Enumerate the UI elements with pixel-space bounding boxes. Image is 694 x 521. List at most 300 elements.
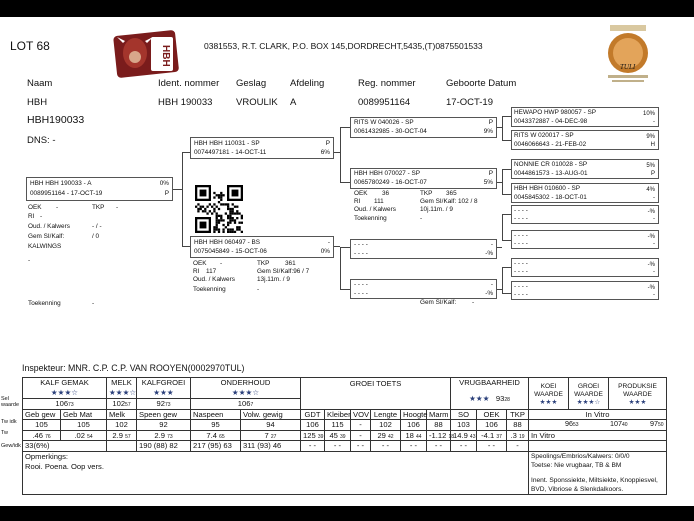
tw-idk-cell: 103 bbox=[451, 420, 477, 431]
dam-oud-value: 13j.11m. / 9 bbox=[257, 276, 290, 283]
dam-ri-label: RI bbox=[193, 268, 200, 275]
subject-tkp-label: TKP bbox=[92, 204, 105, 211]
dam-box bbox=[190, 236, 334, 258]
tuli-logo-text: TULI bbox=[620, 63, 636, 71]
tw-idk-cell: 102 bbox=[107, 420, 137, 431]
tw-cell bbox=[137, 430, 191, 441]
dam-oek-value: - bbox=[220, 260, 223, 267]
hbh-logo-text: HBH bbox=[160, 45, 171, 67]
tw-acc: 39 bbox=[317, 433, 324, 440]
col-geboorte: Geboorte Datum bbox=[446, 78, 517, 89]
connector bbox=[340, 182, 350, 183]
connector bbox=[182, 152, 190, 153]
toetse: Toetse: Nie vrugbaar, TB & BM bbox=[531, 461, 622, 469]
subject-oek-label: OEK bbox=[28, 204, 42, 211]
tw-cell bbox=[477, 430, 507, 441]
column-header: Geb gew bbox=[23, 409, 61, 420]
connector bbox=[502, 140, 511, 141]
melk-title: MELK bbox=[111, 378, 132, 387]
col-reg: Reg. nommer bbox=[358, 78, 416, 89]
gd1-ri-value: 111 bbox=[374, 198, 384, 205]
ggp-8-pct: -% bbox=[647, 285, 655, 291]
connector bbox=[334, 152, 340, 153]
ggp-2-letter: H bbox=[650, 142, 655, 148]
onderhoud-stars: ★★★☆ bbox=[231, 388, 260, 397]
connector bbox=[502, 116, 511, 117]
subject-tkp-value: - bbox=[116, 204, 119, 211]
tw-value: - bbox=[359, 430, 362, 440]
subject-gem-label: Gem SI/Kalf: bbox=[28, 233, 65, 240]
groei-title-1: GROEI bbox=[577, 383, 600, 390]
tw-acc: 65 bbox=[219, 433, 225, 440]
gew-cell: - - bbox=[401, 441, 427, 452]
ggp-4-pct: 4% bbox=[646, 187, 655, 193]
dam-line1: HBH HBH 060497 - BS bbox=[194, 239, 261, 246]
ggp-2-pct: 9% bbox=[646, 134, 655, 140]
connector bbox=[502, 116, 503, 140]
column-header: In Vitro bbox=[529, 409, 667, 420]
connector bbox=[497, 247, 502, 248]
animal-dept: A bbox=[290, 97, 297, 108]
tw-acc: 57 bbox=[125, 433, 131, 440]
tw-idk-cell: 88 bbox=[507, 420, 529, 431]
gd2-letter: - bbox=[490, 281, 493, 288]
ggp-3-letter: P bbox=[650, 171, 655, 177]
ggp-2-line1: RITS W 020017 - SP bbox=[514, 132, 574, 139]
gd1-oud-label: Oud. / Kalwers bbox=[354, 206, 396, 213]
inent-cell bbox=[529, 476, 667, 495]
tw-cell bbox=[23, 430, 61, 441]
tw-value: -4.1 bbox=[481, 430, 495, 440]
column-header: TKP bbox=[507, 409, 529, 420]
ggp-4-letter: - bbox=[653, 195, 655, 201]
column-header: Speen gew bbox=[137, 409, 191, 420]
column-header: Lengte bbox=[371, 409, 401, 420]
ggp-3-line1: NONNIE CR 010028 - SP bbox=[514, 161, 588, 168]
connector bbox=[340, 247, 350, 248]
produksie-title-2: WAARDE bbox=[623, 391, 652, 398]
column-header: OEK bbox=[477, 409, 507, 420]
subject-ri-value: - bbox=[40, 213, 43, 220]
subject-line2: 0089951164 - 17-OCT-19 bbox=[30, 190, 103, 197]
subject-toekenning: Toekenning bbox=[28, 300, 61, 307]
tw-value: 18 bbox=[405, 430, 414, 440]
gd1-oek-label: OEK bbox=[354, 190, 368, 197]
gd1-ri-label: RI bbox=[354, 198, 361, 205]
gew-cell: - - bbox=[325, 441, 351, 452]
performance-table bbox=[22, 377, 667, 495]
vrug-sel-sub: 28 bbox=[504, 397, 510, 403]
sire-letter: P bbox=[325, 140, 330, 147]
connector bbox=[340, 127, 350, 128]
lot-number: LOT 68 bbox=[10, 39, 50, 53]
tw-idk-cell: 106 bbox=[477, 420, 507, 431]
tw-cell bbox=[401, 430, 427, 441]
connector bbox=[182, 246, 190, 247]
qr-code-graphic bbox=[195, 185, 243, 233]
tuli-breed-logo bbox=[602, 23, 654, 85]
gew-cell: 217 (95) 63 bbox=[191, 441, 241, 452]
ggp-box-2 bbox=[511, 130, 659, 150]
gs2-box bbox=[350, 239, 497, 259]
kalfgroei-title: KALFGROEI bbox=[141, 378, 186, 387]
animal-name: HBH bbox=[27, 97, 48, 108]
kalf-gemak-title: KALF GEMAK bbox=[40, 378, 89, 387]
column-header: Hoogte bbox=[401, 409, 427, 420]
column-header: Marm bbox=[427, 409, 451, 420]
subject-oud-label: Oud. / Kalwers bbox=[28, 223, 70, 230]
tw-acc: 37 bbox=[496, 433, 502, 440]
connector bbox=[497, 182, 502, 183]
dam-letter: - bbox=[327, 239, 330, 246]
subject-gem-value: / 0 bbox=[92, 233, 100, 240]
sel-onderhoud bbox=[191, 399, 301, 410]
subject-box bbox=[26, 177, 173, 201]
koei-stars: ★★★ bbox=[539, 399, 558, 406]
subject-oud-value: - / - bbox=[92, 223, 102, 230]
onderhoud-title: ONDERHOUD bbox=[220, 378, 271, 387]
ggp-7-pct: -% bbox=[647, 262, 655, 268]
opmerkings-label: Opmerkings: bbox=[25, 451, 69, 461]
gs1-line1: RITS W 040026 - SP bbox=[354, 119, 414, 126]
melk-stars: ★★★☆ bbox=[109, 388, 137, 397]
vrugbaarheid-header bbox=[451, 378, 529, 410]
gd1-letter: P bbox=[488, 170, 493, 177]
sire-line1: HBH HBH 110031 - SP bbox=[194, 140, 260, 147]
kalf-gemak-header bbox=[23, 378, 107, 399]
label-sel: Sel bbox=[1, 396, 9, 402]
gew-cell: 33(6%) bbox=[23, 441, 107, 452]
tw-acc: 43 bbox=[469, 433, 476, 440]
ggp-7-line2: - - - - bbox=[514, 268, 528, 275]
connector bbox=[340, 127, 341, 182]
gd2-box bbox=[350, 279, 497, 299]
ggp-7-letter: - bbox=[653, 269, 655, 275]
ggp-box-4 bbox=[511, 183, 659, 203]
subject-ri-label: RI bbox=[28, 213, 35, 220]
inspector: Inspekteur: MNR. C.P. C.P. VAN ROOYEN(0002970TUL) bbox=[22, 363, 245, 373]
sel-kalfgroei-sub: 73 bbox=[164, 402, 171, 409]
connector bbox=[502, 194, 511, 195]
gd2-line1: - - - - bbox=[354, 281, 368, 288]
in-vitro-cell: In Vitro bbox=[529, 430, 667, 441]
gs2-letter: - bbox=[490, 241, 493, 248]
koei-sel-sub: 53 bbox=[573, 422, 579, 428]
groei-stars: ★★★☆ bbox=[576, 399, 601, 406]
ggp-box-5 bbox=[511, 205, 659, 224]
gew-cell: - - bbox=[351, 441, 371, 452]
tw-row bbox=[23, 430, 667, 441]
ggp-5-letter: - bbox=[653, 216, 655, 222]
connector bbox=[502, 240, 511, 241]
tw-value: -1.12 bbox=[429, 430, 447, 440]
tw-acc: 42 bbox=[388, 433, 394, 440]
ggp-box-3 bbox=[511, 159, 659, 179]
tw-cell bbox=[107, 430, 137, 441]
ggp-1-pct: 10% bbox=[642, 111, 655, 117]
connector bbox=[182, 152, 183, 246]
tw-idk-cell: 105 bbox=[61, 420, 107, 431]
animal-ident: HBH 190033 bbox=[158, 97, 213, 108]
sel-melk-value: 102 bbox=[112, 399, 126, 409]
connector bbox=[502, 214, 503, 240]
dam-tkp-label: TKP bbox=[257, 260, 270, 267]
tw-idk-cell: 92 bbox=[137, 420, 191, 431]
tw-value: 45 bbox=[329, 430, 338, 440]
subject-letter: P bbox=[164, 190, 169, 197]
gew-idk-row bbox=[23, 441, 667, 452]
connector bbox=[502, 214, 511, 215]
dam-tkp-value: 361 bbox=[285, 260, 296, 267]
gs2-line2: - - - - bbox=[354, 250, 368, 257]
dam-toek-label: Toekenning bbox=[193, 286, 226, 293]
gs1-box bbox=[350, 117, 497, 138]
koei-sel bbox=[565, 419, 579, 428]
vrug-sel: 93 bbox=[495, 394, 505, 403]
produksie-stars: ★★★ bbox=[628, 399, 647, 406]
connector bbox=[502, 293, 511, 294]
animal-sex: VROULIK bbox=[236, 97, 278, 108]
sire-box bbox=[190, 137, 334, 159]
col-ident: Ident. nommer bbox=[158, 78, 220, 89]
ggp-5-pct: -% bbox=[647, 209, 655, 215]
tw-cell bbox=[61, 430, 107, 441]
sel-onderhoud-sub: 7 bbox=[250, 402, 254, 409]
ggp-box-8 bbox=[511, 281, 659, 300]
gd1-tkp-value: 365 bbox=[446, 190, 457, 197]
gd2-pct: -% bbox=[485, 290, 493, 297]
gs1-pct: 9% bbox=[483, 128, 493, 135]
sel-kalfgroei-value: 92 bbox=[156, 399, 165, 409]
remarks-right-cell bbox=[529, 451, 667, 470]
tw-value: 2.9 bbox=[154, 430, 165, 440]
subject-kalwings: KALWINGS bbox=[28, 243, 62, 250]
gs1-line2: 0061432985 - 30-OCT-04 bbox=[354, 128, 427, 135]
dam-pct: 0% bbox=[320, 248, 330, 255]
column-headers-row bbox=[23, 409, 667, 420]
vrugbaarheid-stars: ★★★ bbox=[469, 394, 490, 403]
opmerkings-text: Rooi. Poena. Oop vers. bbox=[25, 461, 104, 471]
column-header: SO bbox=[451, 409, 477, 420]
vrugbaarheid-value bbox=[453, 394, 526, 405]
kalfgroei-header bbox=[137, 378, 191, 399]
label-waarde: waarde bbox=[1, 402, 20, 408]
animal-ident-big: HBH190033 bbox=[27, 114, 85, 126]
sel-melk-sub: 57 bbox=[125, 402, 131, 409]
ggp-6-line2: - - - - bbox=[514, 240, 528, 247]
tw-cell bbox=[371, 430, 401, 441]
ggp-6-pct: -% bbox=[647, 234, 655, 240]
gew-cell: - - bbox=[427, 441, 451, 452]
connector bbox=[502, 169, 511, 170]
gew-cell: - - bbox=[301, 441, 325, 452]
dam-line2: 0075045849 - 15-OCT-06 bbox=[194, 248, 267, 255]
groei-title-2: WAARDE bbox=[574, 391, 603, 398]
col-geslag: Geslag bbox=[236, 78, 267, 89]
tw-cell bbox=[451, 430, 477, 441]
kalfgroei-stars: ★★★ bbox=[153, 388, 174, 397]
certificate-sheet bbox=[0, 17, 694, 506]
connector bbox=[502, 267, 503, 293]
sire-pct: 6% bbox=[320, 149, 330, 156]
gew-cell: - bbox=[507, 441, 529, 452]
gs1-letter: P bbox=[488, 119, 493, 126]
tw-value: 7.4 bbox=[206, 430, 217, 440]
ggp-8-letter: - bbox=[653, 292, 655, 298]
column-header: Naspeen bbox=[191, 409, 241, 420]
tw-value: .02 bbox=[74, 430, 85, 440]
produksie-title-1: PRODUKSIE bbox=[618, 383, 657, 390]
groei-sel-sub: 40 bbox=[622, 422, 628, 428]
sel-kalf-gemak-value: 106 bbox=[55, 399, 69, 409]
produksie-sel bbox=[650, 419, 664, 428]
hbh-logo bbox=[113, 29, 179, 77]
tw-value: 2.9 bbox=[112, 430, 123, 440]
tw-value: .46 bbox=[32, 430, 43, 440]
ggp-1-line2: 0043372887 - 04-DEC-98 bbox=[514, 118, 588, 125]
tw-cell bbox=[325, 430, 351, 441]
sel-kalf-gemak-sub: 73 bbox=[68, 402, 74, 409]
tw-idk-cell: 105 bbox=[23, 420, 61, 431]
column-header: Volw. gewig bbox=[241, 409, 301, 420]
ggp-3-pct: 5% bbox=[646, 163, 655, 169]
tw-acc: 44 bbox=[416, 433, 422, 440]
gd1-toek-value: - bbox=[420, 215, 423, 222]
groei-waarde-header bbox=[569, 378, 609, 410]
tw-idk-cell: 106 bbox=[401, 420, 427, 431]
dam-ri-value: 117 bbox=[206, 268, 217, 275]
connector bbox=[502, 169, 503, 194]
dns: DNS: - bbox=[27, 135, 56, 146]
onderhoud-header bbox=[191, 378, 301, 399]
gew-cell: 311 (93) 46 bbox=[241, 441, 301, 452]
gd2-gem-value: - bbox=[472, 299, 475, 306]
gew-cell: - - bbox=[477, 441, 507, 452]
sire-line2: 0074497181 - 14-OCT-11 bbox=[194, 149, 267, 156]
kalf-gemak-stars: ★★★☆ bbox=[50, 388, 79, 397]
tw-acc: 39 bbox=[340, 433, 346, 440]
gd2-gem-label: Gem SI/Kalf: bbox=[420, 299, 457, 306]
produksie-sel-sub: 50 bbox=[658, 422, 664, 428]
qr-code bbox=[195, 185, 243, 233]
tw-cell bbox=[427, 430, 455, 441]
subject-line1: HBH HBH 190033 - A bbox=[30, 180, 92, 187]
ggp-4-line1: HBH HBH 010600 - SP bbox=[514, 185, 581, 192]
connector bbox=[497, 289, 502, 290]
inent: Inent. Sponssiekte, Miltsiekte, Knoppiesvel, bbox=[531, 476, 658, 484]
subject-oek-value: - bbox=[56, 204, 59, 211]
connector bbox=[340, 289, 350, 290]
label-gew-idk: Gew/idk bbox=[1, 443, 21, 449]
connector bbox=[502, 267, 511, 268]
tw-value: .3 bbox=[510, 430, 517, 440]
sel-melk bbox=[107, 399, 137, 410]
ggp-box-7 bbox=[511, 258, 659, 277]
ggp-8-line1: - - - - bbox=[514, 283, 528, 290]
blank-cell bbox=[529, 441, 667, 452]
gew-cell: - - bbox=[451, 441, 477, 452]
sel-kalf-gemak bbox=[23, 399, 107, 410]
tw-acc: 73 bbox=[167, 433, 173, 440]
gd2-line2: - - - - bbox=[354, 290, 368, 297]
ggp-6-line1: - - - - bbox=[514, 232, 528, 239]
gew-cell bbox=[107, 441, 137, 452]
tw-idk-cell: 95 bbox=[191, 420, 241, 431]
gd1-line2: 0065780249 - 16-OCT-07 bbox=[354, 179, 427, 186]
tw-idk-cell: 94 bbox=[241, 420, 301, 431]
connector bbox=[340, 247, 341, 289]
produksie-sel-value: 97 bbox=[650, 419, 658, 428]
dam-oek-label: OEK bbox=[193, 260, 207, 267]
gd1-toek-label: Toekenning bbox=[354, 215, 387, 222]
gs2-pct: -% bbox=[485, 250, 493, 257]
opmerkings-cell bbox=[23, 451, 529, 494]
gd1-line1: HBH HBH 070027 - SP bbox=[354, 170, 421, 177]
tw-value: 14.9 bbox=[453, 430, 468, 440]
col-afdeling: Afdeling bbox=[290, 78, 325, 89]
ggp-5-line2: - - - - bbox=[514, 215, 528, 222]
ggp-6-letter: - bbox=[653, 241, 655, 247]
subject-dash: - bbox=[28, 257, 31, 264]
tw-idk-cell: 106 bbox=[301, 420, 325, 431]
gs2-line1: - - - - bbox=[354, 241, 368, 248]
tw-idk-cell: 102 bbox=[371, 420, 401, 431]
gd1-oud-value: 10j.11m. / 9 bbox=[420, 206, 453, 213]
vrugbaarheid-title: VRUGBAARHEID bbox=[459, 378, 520, 387]
dam-oud-label: Oud. / Kalwers bbox=[193, 276, 235, 283]
sel-kalfgroei bbox=[137, 399, 191, 410]
column-header: VOV bbox=[351, 409, 371, 420]
ggp-7-line1: - - - - bbox=[514, 260, 528, 267]
tw-cell bbox=[507, 430, 529, 441]
column-header: GDT bbox=[301, 409, 325, 420]
ggp-3-line2: 0044861573 - 13-AUG-01 bbox=[514, 170, 588, 177]
melk-header bbox=[107, 378, 137, 399]
tw-cell bbox=[241, 430, 301, 441]
tw-idk-cell: 115 bbox=[325, 420, 351, 431]
label-tw-idk: Tw idk bbox=[1, 419, 17, 425]
ggp-8-line2: - - - - bbox=[514, 291, 528, 298]
gew-cell: 190 (88) 82 bbox=[137, 441, 191, 452]
gd1-tkp-label: TKP bbox=[420, 190, 433, 197]
col-naam: Naam bbox=[27, 78, 53, 89]
tw-cell bbox=[301, 430, 325, 441]
gd1-pct: 5% bbox=[483, 179, 493, 186]
sel-onderhoud-value: 106 bbox=[237, 399, 251, 409]
animal-birth: 17-OCT-19 bbox=[446, 97, 493, 108]
groei-sel bbox=[610, 419, 628, 428]
label-tw: Tw bbox=[1, 430, 9, 436]
gd1-gem: Gem SI/Kalf: 102 / 8 bbox=[420, 198, 478, 205]
column-header: Kleiber bbox=[325, 409, 351, 420]
tw-idk-cell: 88 bbox=[427, 420, 451, 431]
ggp-2-line2: 0046066643 - 21-FEB-02 bbox=[514, 141, 587, 148]
ggp-box-1 bbox=[511, 107, 659, 127]
blank-cell bbox=[529, 420, 667, 431]
tw-acc: 27 bbox=[270, 433, 277, 440]
gew-cell: - - bbox=[371, 441, 401, 452]
tw-acc: 76 bbox=[45, 433, 51, 440]
koei-sel-value: 96 bbox=[565, 419, 573, 428]
koei-waarde-header bbox=[529, 378, 569, 410]
koei-title-1: KOEI bbox=[540, 383, 557, 390]
tw-value: 7 bbox=[264, 430, 269, 440]
tw-value: 29 bbox=[377, 430, 386, 440]
inent2: BVD, Vibriose & Slenkdalkoors. bbox=[531, 485, 624, 493]
gd1-box bbox=[350, 168, 497, 189]
connector bbox=[497, 127, 502, 128]
tw-idk-cell: - bbox=[351, 420, 371, 431]
